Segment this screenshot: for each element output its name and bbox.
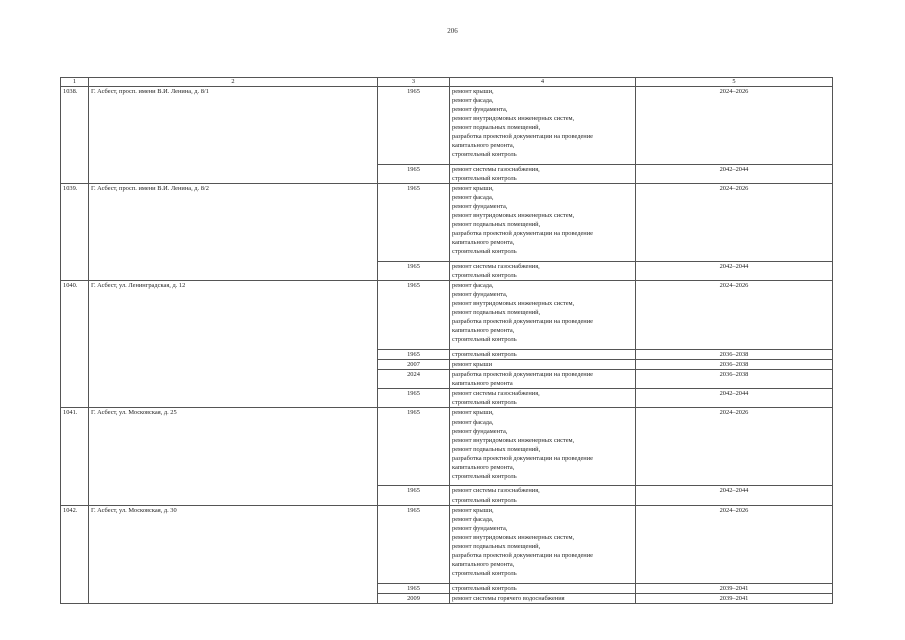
work-item: ремонт системы горячего водоснабжения (452, 594, 565, 602)
work-item: строительный контроль (452, 496, 517, 504)
entry-works (450, 183, 636, 261)
work-item: капитального ремонта (452, 380, 513, 388)
header-cell-2: 2 (89, 78, 378, 87)
entry-works (450, 349, 636, 359)
entry-period: 2024–2026 (636, 183, 833, 261)
work-item: строительный контроль (452, 151, 517, 159)
work-item: ремонт системы газоснабжения, (452, 165, 540, 173)
work-item: ремонт крыши, (452, 184, 494, 192)
entry-address: Г. Асбест, просп. имени В.И. Ленина, д. 8/1 (89, 86, 378, 183)
entry-works (450, 505, 636, 583)
work-item: разработка проектной документации на проведение (452, 318, 593, 326)
entry-number: 1039. (61, 183, 89, 280)
work-item: разработка проектной документации на проведение (452, 552, 593, 560)
header-cell-1: 1 (61, 78, 89, 87)
entry-works (450, 370, 636, 389)
table-row (61, 183, 833, 261)
work-item: разработка проектной документации на проведение (452, 454, 593, 462)
header-cell-3: 3 (378, 78, 450, 87)
entry-year: 1965 (378, 505, 450, 583)
entry-number: 1038. (61, 86, 89, 183)
work-item: разработка проектной документации на проведение (452, 132, 593, 140)
entry-year: 2007 (378, 359, 450, 369)
entry-period: 2042–2044 (636, 261, 833, 280)
entry-period: 2042–2044 (636, 486, 833, 505)
entry-year: 2024 (378, 370, 450, 389)
work-item: ремонт системы газоснабжения, (452, 390, 540, 398)
work-item: строительный контроль (452, 271, 517, 279)
table-row (61, 86, 833, 164)
work-item: строительный контроль (452, 399, 517, 407)
work-item: ремонт внутридомовых инженерных систем, (452, 300, 575, 308)
entry-year: 1965 (378, 86, 450, 164)
work-item: разработка проектной документации на проведение (452, 230, 593, 238)
work-item: ремонт внутридомовых инженерных систем, (452, 114, 575, 122)
table-body (61, 78, 833, 604)
entry-works (450, 583, 636, 593)
entry-works (450, 164, 636, 183)
entry-period: 2036–2038 (636, 359, 833, 369)
entry-year: 2009 (378, 593, 450, 603)
entry-address: Г. Асбест, ул. Ленинградская, д. 12 (89, 280, 378, 408)
entry-year: 1965 (378, 408, 450, 486)
work-item: ремонт системы газоснабжения, (452, 262, 540, 270)
entry-works (450, 486, 636, 505)
entry-period: 2036–2038 (636, 370, 833, 389)
work-item: ремонт крыши, (452, 506, 494, 514)
header-row (61, 78, 833, 87)
work-item: капитального ремонта, (452, 464, 515, 471)
entry-period: 2036–2038 (636, 349, 833, 359)
table-row (61, 408, 833, 486)
work-item: ремонт фасада, (452, 418, 494, 426)
work-item: строительный контроль (452, 570, 517, 578)
entry-address: Г. Асбест, просп. имени В.И. Ленина, д. 8/2 (89, 183, 378, 280)
entry-year: 1965 (378, 164, 450, 183)
entry-year: 1965 (378, 349, 450, 359)
entry-year: 1965 (378, 486, 450, 505)
work-item: строительный контроль (452, 248, 517, 256)
entry-works (450, 359, 636, 369)
entry-period: 2039–2041 (636, 583, 833, 593)
work-item: капитального ремонта, (452, 561, 515, 569)
entry-works (450, 261, 636, 280)
work-item: ремонт крыши, (452, 409, 494, 417)
entry-year: 1965 (378, 183, 450, 261)
entry-period: 2039–2041 (636, 593, 833, 603)
work-item: строительный контроль (452, 174, 517, 182)
entry-number: 1040. (61, 280, 89, 408)
work-item: ремонт фундамента, (452, 524, 508, 532)
work-item: ремонт фасада, (452, 193, 494, 201)
entry-works (450, 408, 636, 486)
page-number: 206 (447, 27, 458, 35)
entry-period: 2042–2044 (636, 389, 833, 408)
work-item: ремонт фундамента, (452, 202, 508, 210)
work-item: ремонт фасада, (452, 515, 494, 523)
entry-works (450, 86, 636, 164)
entry-address: Г. Асбест, ул. Московская, д. 25 (89, 408, 378, 505)
work-item: ремонт подвальных помещений, (452, 221, 541, 229)
capital-repair-table (60, 77, 833, 604)
work-item: ремонт фасада, (452, 96, 494, 104)
table-row (61, 505, 833, 583)
work-item: ремонт фасада, (452, 281, 494, 289)
entry-number: 1042. (61, 505, 89, 603)
entry-period: 2024–2026 (636, 408, 833, 486)
work-item: ремонт подвальных помещений, (452, 445, 541, 453)
entry-year: 1965 (378, 280, 450, 349)
work-item: ремонт подвальных помещений, (452, 543, 541, 550)
entry-period: 2024–2026 (636, 505, 833, 583)
work-item: ремонт крыши (452, 360, 493, 368)
entry-address: Г. Асбест, ул. Московская, д. 30 (89, 505, 378, 603)
entry-year: 1965 (378, 389, 450, 408)
work-item: разработка проектной документации на проведение (452, 371, 593, 379)
work-item: ремонт фундамента, (452, 427, 508, 435)
work-item: ремонт подвальных помещений, (452, 123, 541, 131)
entry-period: 2042–2044 (636, 164, 833, 183)
work-item: ремонт внутридомовых инженерных систем, (452, 533, 575, 541)
work-item: ремонт внутридомовых инженерных систем, (452, 211, 575, 219)
entry-works (450, 593, 636, 603)
work-item: ремонт подвальных помещений, (452, 309, 541, 317)
header-cell-4: 4 (450, 78, 636, 87)
work-item: ремонт системы газоснабжения, (452, 487, 540, 495)
entry-year: 1965 (378, 583, 450, 593)
entry-period: 2024–2026 (636, 86, 833, 164)
work-item: строительный контроль (452, 584, 517, 592)
work-item: ремонт внутридомовых инженерных систем, (452, 436, 575, 444)
work-item: ремонт фундамента, (452, 290, 508, 298)
entry-works (450, 280, 636, 349)
work-item: капитального ремонта, (452, 239, 515, 247)
header-cell-5: 5 (636, 78, 833, 87)
work-item: капитального ремонта, (452, 327, 515, 335)
work-item: ремонт крыши, (452, 87, 494, 95)
work-item: ремонт фундамента, (452, 105, 508, 113)
entry-year: 1965 (378, 261, 450, 280)
table-row (61, 280, 833, 349)
work-item: строительный контроль (452, 350, 517, 358)
work-item: строительный контроль (452, 336, 517, 344)
work-item: капитального ремонта, (452, 142, 515, 150)
entry-period: 2024–2026 (636, 280, 833, 349)
entry-works (450, 389, 636, 408)
work-item: строительный контроль (452, 473, 517, 481)
entry-number: 1041. (61, 408, 89, 505)
